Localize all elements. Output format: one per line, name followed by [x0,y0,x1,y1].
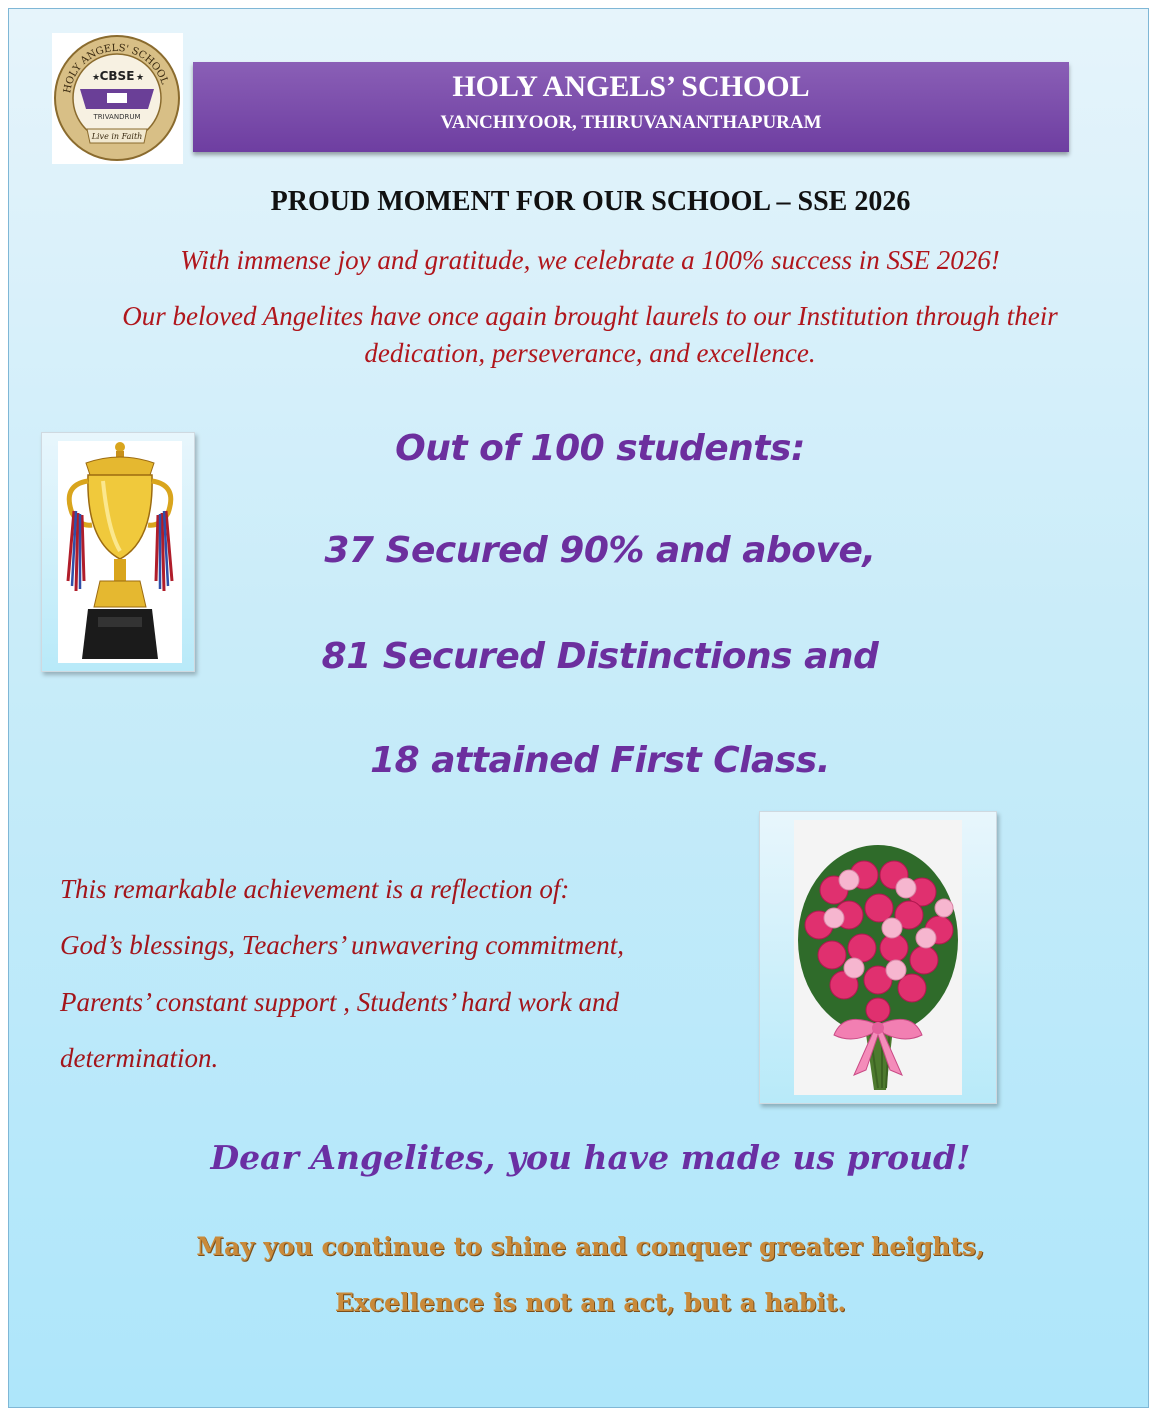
intro-line-2b: dedication, perseverance, and excellence. [364,338,816,368]
school-crest-icon [52,33,183,164]
flower-bouquet-icon [794,820,962,1095]
results-line-2: 81 Secured Distinctions and [321,636,879,677]
dear-angelites-line: Dear Angelites, you have made us proud! [210,1138,971,1177]
results-line-1: 37 Secured 90% and above, [324,530,876,571]
header-banner [193,62,1069,152]
logo-place-text: TRIVANDRUM [93,113,141,121]
school-name: HOLY ANGELS’ SCHOOL [452,70,810,103]
logo-board-text: CBSE [99,69,135,83]
reflection-line-1: This remarkable achievement is a reflection of: [60,874,570,904]
results-line-3: 18 attained First Class. [370,740,830,781]
trophy-image-frame [41,432,195,672]
wish-line: May you continue to shine and conquer greater heights, [196,1232,985,1261]
page-headline: PROUD MOMENT FOR OUR SCHOOL – SSE 2026 [270,186,911,217]
reflection-line-3: Parents’ constant support , Students’ hard work and [60,987,619,1017]
quote-line: Excellence is not an act, but a habit. [334,1288,847,1317]
bouquet-image-frame [759,811,997,1104]
svg-text:★: ★ [92,73,101,83]
results-title: Out of 100 students: [395,428,805,469]
logo-ring-text: HOLY ANGELS' SCHOOL [62,42,170,95]
school-location: VANCHIYOOR, THIRUVANANTHAPURAM [440,112,822,133]
trophy-icon [58,441,182,663]
school-logo [52,33,183,164]
svg-text:★: ★ [136,73,145,83]
intro-line-1: With immense joy and gratitude, we celebrate a 100% success in SSE 2026! [180,245,1000,275]
reflection-line-4: determination. [60,1043,219,1073]
poster-page [8,8,1149,1408]
intro-line-2a: Our beloved Angelites have once again brought laurels to our Institution through their [122,301,1058,331]
reflection-line-2: God’s blessings, Teachers’ unwavering commitment, [60,930,624,960]
logo-motto-text: Live in Faith [91,132,143,141]
